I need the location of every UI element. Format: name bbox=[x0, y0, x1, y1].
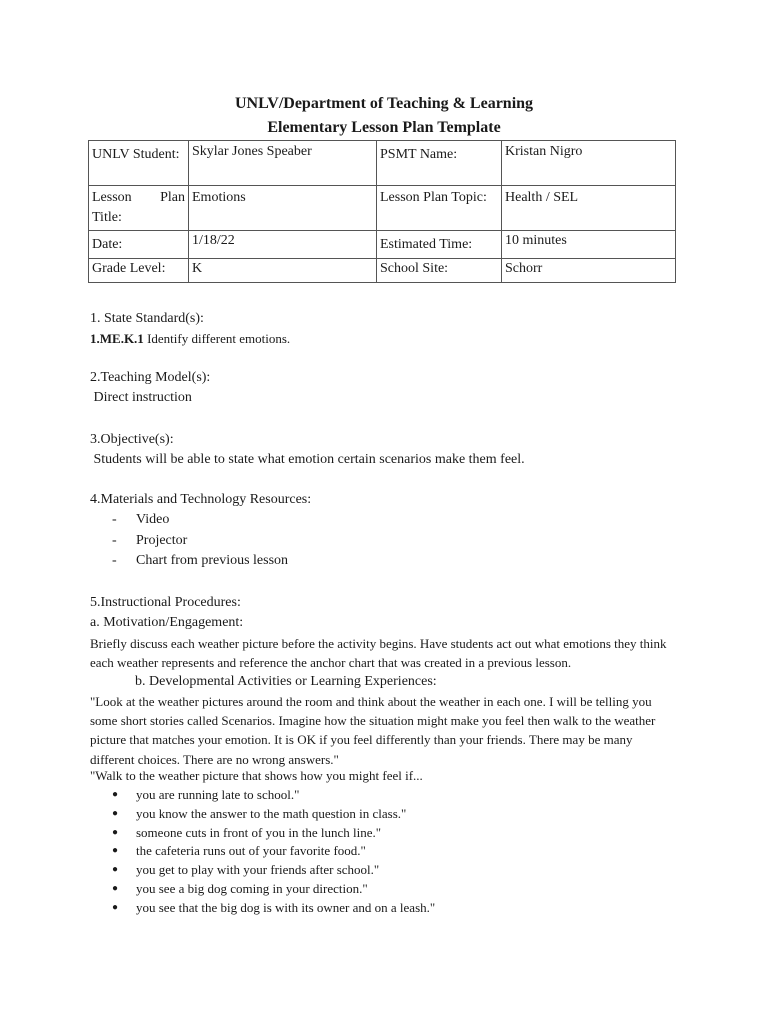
psmt-value: Kristan Nigro bbox=[502, 141, 676, 186]
date-value: 1/18/22 bbox=[189, 231, 377, 259]
standard-code: 1.ME.K.1 bbox=[90, 331, 144, 346]
document-title-line1: UNLV/Department of Teaching & Learning bbox=[234, 95, 534, 112]
site-label: School Site: bbox=[377, 259, 502, 283]
table-row bbox=[89, 231, 676, 259]
objective-text: Students will be able to state what emotion certain scenarios make them feel. bbox=[90, 452, 525, 467]
list-item: - Video bbox=[112, 512, 170, 527]
psmt-label: PSMT Name: bbox=[377, 141, 502, 186]
table-row bbox=[89, 259, 676, 283]
time-label: Estimated Time: bbox=[377, 231, 502, 259]
lesson-title-label-c: Title: bbox=[92, 210, 122, 225]
lesson-title-value: Emotions bbox=[189, 186, 377, 231]
list-item: ● you see a big dog coming in your direction." bbox=[112, 880, 368, 896]
motivation-text: Briefly discuss each weather picture before the activity begins. Have students act out what emotions they think each weather represents and reference the anchor chart that was created in a previous lesson. bbox=[90, 636, 667, 671]
grade-value: K bbox=[189, 259, 377, 283]
topic-label: Lesson Plan Topic: bbox=[377, 186, 502, 231]
list-item: ● you know the answer to the math question in class." bbox=[112, 805, 407, 821]
list-item: ● you see that the big dog is with its owner and on a leash." bbox=[112, 899, 436, 915]
standard-line bbox=[90, 330, 290, 348]
lesson-info-table bbox=[88, 140, 676, 283]
standards-heading: 1. State Standard(s): bbox=[90, 311, 204, 326]
list-item: ● someone cuts in front of you in the lunch line." bbox=[112, 824, 382, 840]
developmental-heading: b. Developmental Activities or Learning Experiences: bbox=[135, 674, 437, 689]
site-value: Schorr bbox=[502, 259, 676, 283]
list-item: ● the cafeteria runs out of your favorite food." bbox=[112, 843, 366, 859]
scenarios-list bbox=[112, 786, 435, 918]
list-item: - Projector bbox=[112, 532, 188, 548]
grade-label: Grade Level: bbox=[89, 259, 189, 283]
developmental-text: "Look at the weather pictures around the room and think about the weather in each one. I will be telling you some short stories called Scenarios. Imagine how the situation might make you feel then walk to the weather picture that matches your emotion. It is OK if you feel differently than your friends. There may be many different choices. There are no wrong answers." bbox=[90, 694, 656, 767]
table-row bbox=[89, 141, 676, 186]
materials-heading: 4.Materials and Technology Resources: bbox=[90, 492, 312, 507]
model-text: Direct instruction bbox=[90, 390, 192, 405]
lesson-title-label-a: Lesson bbox=[92, 190, 132, 205]
document-title-line2: Elementary Lesson Plan Template bbox=[267, 119, 501, 136]
materials-list bbox=[112, 510, 288, 572]
lesson-title-label-b: Plan bbox=[160, 190, 185, 205]
list-item: ● you are running late to school." bbox=[112, 787, 300, 802]
prompt-text: "Walk to the weather picture that shows how you might feel if... bbox=[90, 768, 423, 783]
procedures-heading: 5.Instructional Procedures: bbox=[90, 595, 241, 610]
date-label: Date: bbox=[89, 231, 189, 259]
topic-value: Health / SEL bbox=[502, 186, 676, 231]
student-label: UNLV Student: bbox=[89, 141, 189, 186]
list-item: - Chart from previous lesson bbox=[112, 553, 289, 569]
time-value: 10 minutes bbox=[502, 231, 676, 259]
motivation-heading: a. Motivation/Engagement: bbox=[90, 615, 244, 630]
table-row bbox=[89, 186, 676, 231]
standard-text: Identify different emotions. bbox=[143, 331, 291, 346]
model-heading: 2.Teaching Model(s): bbox=[90, 370, 211, 385]
list-item: ● you get to play with your friends after school." bbox=[112, 862, 380, 878]
lesson-title-label bbox=[89, 186, 189, 231]
objective-heading: 3.Objective(s): bbox=[90, 432, 174, 447]
student-value: Skylar Jones Speaber bbox=[189, 141, 377, 186]
